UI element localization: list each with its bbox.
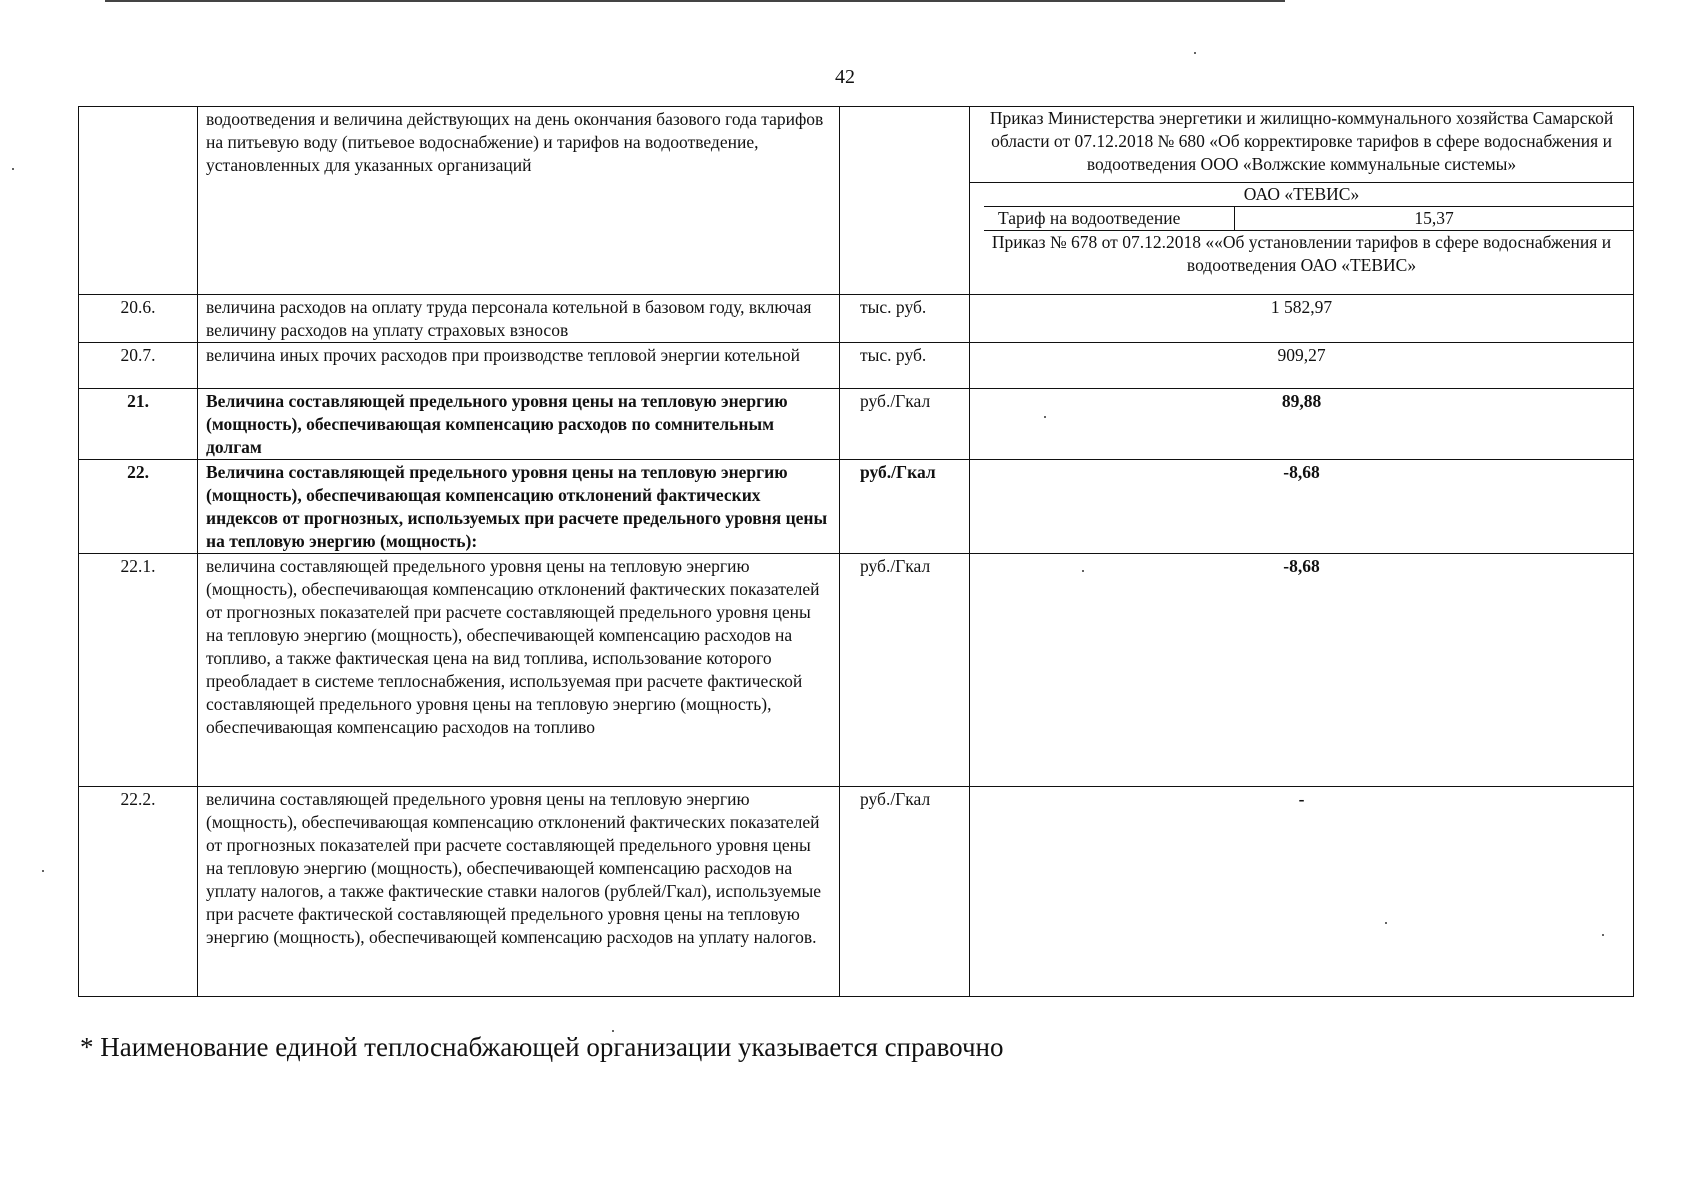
table-row (79, 343, 1634, 389)
row-number: 21. (79, 389, 198, 460)
row-description: Величина составляющей предельного уровня цены на тепловую энергию (мощность), обеспечивающая компенсацию отклонений фактических индексов от прогнозных, используемых при расчете предельного уровня цены на тепловую энергию (мощность): (198, 460, 840, 554)
row-description: величина расходов на оплату труда персонала котельной в базовом году, включая величину расходов на уплату страховых взносов (198, 295, 840, 343)
row-number: 20.7. (79, 343, 198, 389)
row-description-cell (198, 107, 840, 295)
reference-order-678: Приказ № 678 от 07.12.2018 ««Об установлении тарифов в сфере водоснабжения и водоотведения ОАО «ТЕВИС» (991, 232, 1612, 275)
row-unit: руб./Гкал (840, 554, 970, 787)
tariff-label: Тариф на водоотведение (984, 207, 1235, 230)
tariff-row (984, 206, 1633, 231)
tariff-value: 15,37 (1414, 208, 1454, 228)
row-unit: тыс. руб. (840, 343, 970, 389)
row-unit-cell (840, 107, 970, 295)
scan-speck (1194, 52, 1196, 54)
table-row (79, 554, 1634, 787)
row-value: 1 582,97 (970, 295, 1634, 343)
row-value: 89,88 (970, 389, 1634, 460)
row-value: -8,68 (970, 460, 1634, 554)
row-number: 22. (79, 460, 198, 554)
organization-name: ОАО «ТЕВИС» (970, 182, 1633, 206)
table-row-continuation (79, 107, 1634, 295)
row-unit: руб./Гкал (840, 787, 970, 997)
page-number: 42 (835, 66, 855, 88)
tariff-components-table (78, 106, 1634, 997)
row-unit: руб./Гкал (840, 389, 970, 460)
row-unit: руб./Гкал (840, 460, 970, 554)
row-value: 909,27 (970, 343, 1634, 389)
row-description: величина составляющей предельного уровня цены на тепловую энергию (мощность), обеспечивающая компенсацию отклонений фактических показателей от прогнозных показателей при расчете составляющей предельного уровня цены на тепловую энергию (мощность), обеспечивающей компенсацию расходов на уплату налогов, а также фактические ставки налогов (рублей/Гкал), используемые при расчете фактической составляющей предельного уровня цены на тепловую энергию (мощность), обеспечивающей компенсацию расходов на уплату налогов. (198, 787, 840, 997)
table-row (79, 787, 1634, 997)
reference-order-680: Приказ Министерства энергетики и жилищно-коммунального хозяйства Самарской области от 07.12.2018 № 680 «Об корректировке тарифов в сфере водоснабжения и водоотведения ООО «Волжские коммунальные системы» (989, 108, 1614, 174)
row-number: 22.2. (79, 787, 198, 997)
row-description: Величина составляющей предельного уровня цены на тепловую энергию (мощность), обеспечивающая компенсацию расходов по сомнительным долгам (198, 389, 840, 460)
row-value: - (970, 787, 1634, 997)
reference-cell (970, 107, 1634, 295)
row-unit: тыс. руб. (840, 295, 970, 343)
row-description: величина составляющей предельного уровня цены на тепловую энергию (мощность), обеспечивающая компенсацию отклонений фактических показателей от прогнозных показателей при расчете составляющей предельного уровня цены на тепловую энергию (мощность), обеспечивающей компенсацию расходов на топливо, а также фактическая цена на вид топлива, использование которого преобладает в системе теплоснабжения, используемая при расчете фактической составляющей предельного уровня цены на тепловую энергию (мощность), обеспечивающая компенсацию расходов на топливо (198, 554, 840, 787)
table-row (79, 460, 1634, 554)
top-scan-edge (105, 0, 1285, 2)
continuation-text: водоотведения и величина действующих на день окончания базового года тарифов на питьевую воду (питьевое водоснабжение) и тарифов на водоотведение, установленных для указанных организаций (206, 109, 824, 175)
row-value: -8,68 (970, 554, 1634, 787)
row-number: 22.1. (79, 554, 198, 787)
footnote: * Наименование единой теплоснабжающей организации указывается справочно (80, 1032, 1004, 1062)
row-number: 20.6. (79, 295, 198, 343)
table-row (79, 295, 1634, 343)
row-number-cell (79, 107, 198, 295)
table-row (79, 389, 1634, 460)
scan-speck (42, 870, 44, 872)
row-description: величина иных прочих расходов при производстве тепловой энергии котельной (198, 343, 840, 389)
scan-speck (12, 168, 14, 170)
